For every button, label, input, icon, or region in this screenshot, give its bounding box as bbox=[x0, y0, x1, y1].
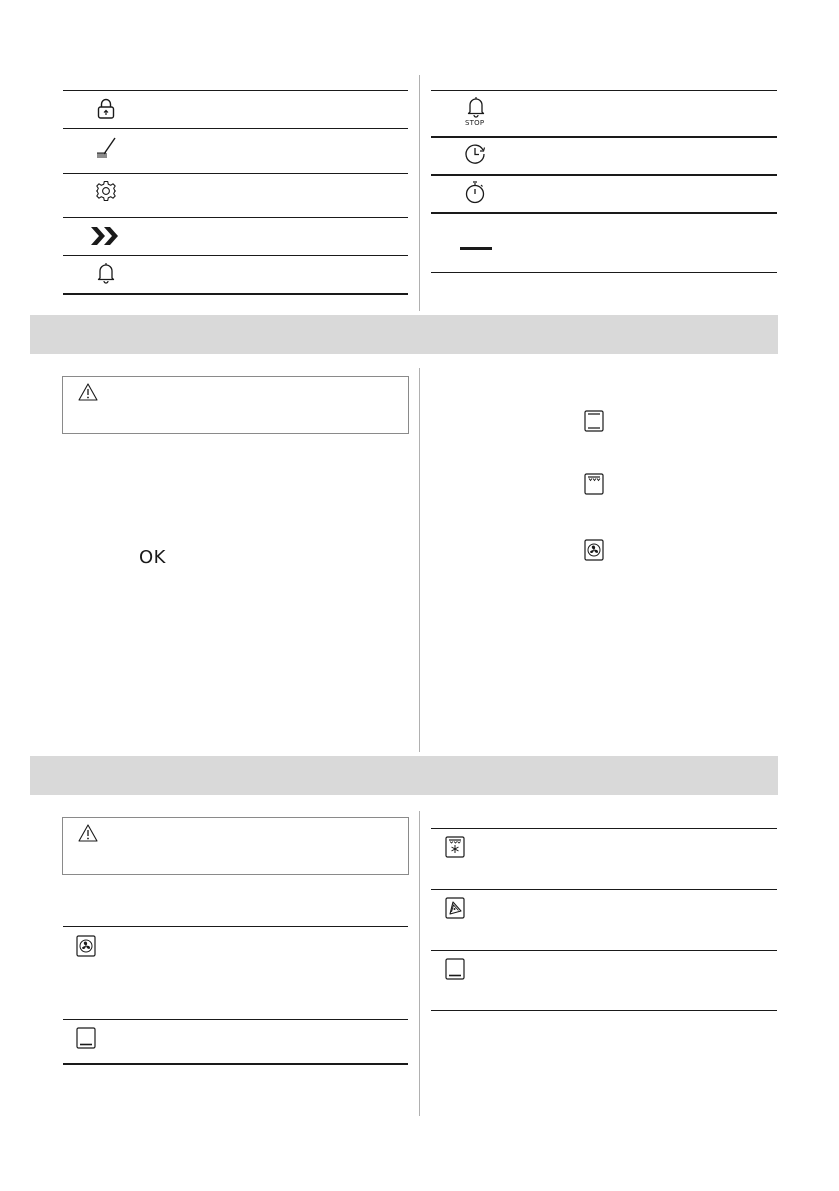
bell-stop-icon bbox=[465, 96, 487, 130]
dash-icon bbox=[460, 247, 492, 250]
bell-icon bbox=[97, 262, 115, 284]
warning-box bbox=[62, 817, 409, 875]
stopwatch-icon bbox=[465, 180, 487, 204]
section-header-band bbox=[30, 756, 778, 795]
column-divider-section1 bbox=[419, 368, 420, 752]
oven-conventional-icon bbox=[584, 410, 604, 432]
table-rule bbox=[431, 272, 777, 273]
table-rule bbox=[431, 136, 777, 138]
table-rule bbox=[63, 926, 408, 927]
table-rule bbox=[63, 293, 408, 295]
table-rule bbox=[431, 889, 777, 890]
table-rule bbox=[63, 128, 408, 129]
table-rule bbox=[63, 173, 408, 174]
warning-icon bbox=[78, 824, 98, 842]
table-rule bbox=[63, 1063, 408, 1065]
oven-top-heat-icon bbox=[584, 473, 604, 495]
table-rule bbox=[431, 950, 777, 951]
column-divider-top bbox=[419, 75, 420, 311]
oven-fan-icon bbox=[584, 539, 604, 561]
table-rule bbox=[431, 174, 777, 176]
section-header-band bbox=[30, 315, 778, 354]
warning-box bbox=[62, 376, 409, 434]
table-rule bbox=[431, 212, 777, 214]
oven-defrost-icon bbox=[445, 836, 465, 858]
ok-button-glyph: OK bbox=[139, 547, 166, 568]
table-rule bbox=[431, 828, 777, 829]
table-rule bbox=[63, 255, 408, 256]
table-rule bbox=[431, 1010, 777, 1011]
table-rule bbox=[63, 1019, 408, 1020]
oven-bottom-heat-icon bbox=[445, 958, 465, 980]
gear-icon bbox=[95, 180, 117, 202]
oven-pizza-icon bbox=[445, 897, 465, 919]
clock-arrow-icon bbox=[464, 143, 488, 165]
table-rule bbox=[63, 217, 408, 218]
stop-label: STOP bbox=[465, 119, 485, 127]
double-chevron-icon bbox=[90, 226, 122, 246]
oven-fan-icon bbox=[76, 935, 96, 957]
padlock-icon bbox=[97, 98, 115, 120]
brush-icon bbox=[94, 137, 118, 159]
table-rule bbox=[63, 90, 408, 91]
table-rule bbox=[431, 90, 777, 91]
column-divider-section2 bbox=[419, 811, 420, 1116]
warning-icon bbox=[78, 383, 98, 401]
oven-bottom-heat-icon bbox=[76, 1027, 96, 1049]
